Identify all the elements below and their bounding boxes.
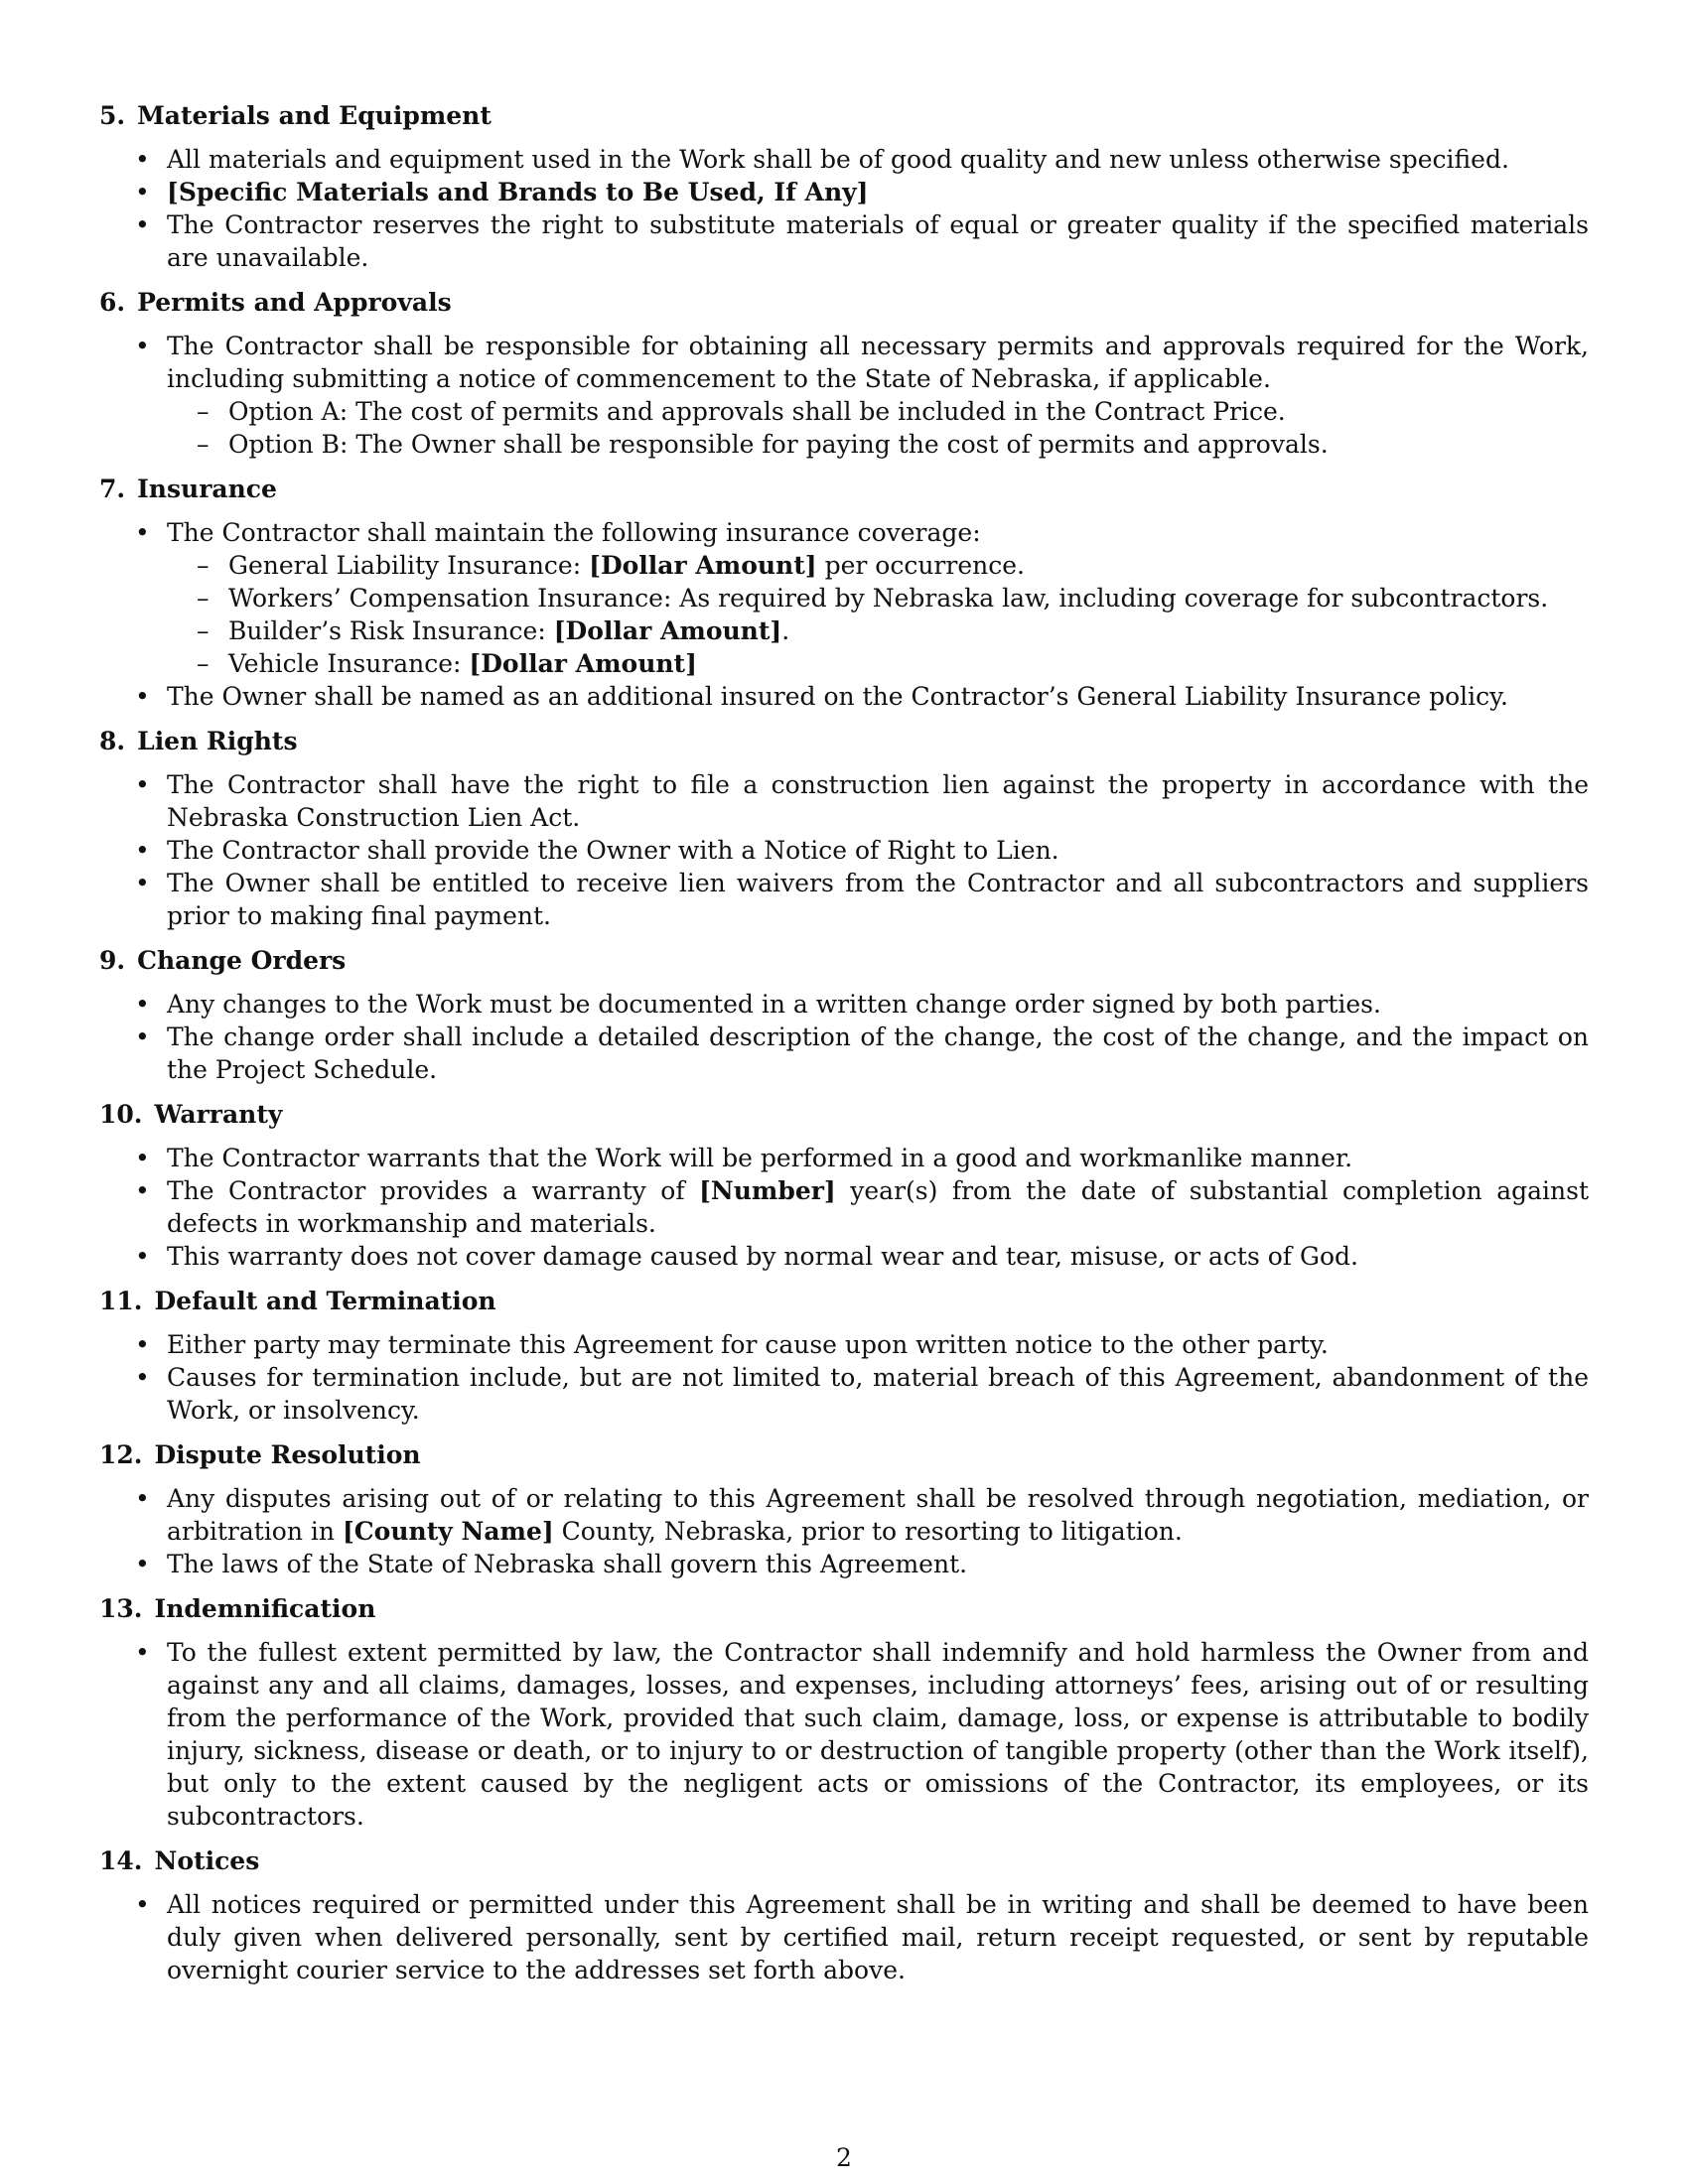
list-item xyxy=(99,176,1589,208)
coverage-label: General Liability Insurance: xyxy=(228,551,590,580)
section-heading xyxy=(99,473,1589,505)
list-item: • The Owner shall be entitled to receive lien waivers from the Contractor and all subcontractors and suppliers prior to making final payment. xyxy=(99,867,1589,932)
sub-list-item xyxy=(167,647,1589,680)
list-item: • Causes for termination include, but are not limited to, material breach of this Agreement, abandonment of the Work, or insolvency. xyxy=(99,1361,1589,1427)
bullet-list xyxy=(99,330,1589,461)
section-heading xyxy=(99,1438,1589,1471)
list-item: • All materials and equipment used in the Work shall be of good quality and new unless otherwise specified. xyxy=(99,143,1589,176)
section-insurance xyxy=(99,473,1589,713)
list-item: • This warranty does not cover damage caused by normal wear and tear, misuse, or acts of God. xyxy=(99,1240,1589,1273)
section-number: 14. xyxy=(99,1846,143,1875)
bullet-list xyxy=(99,516,1589,713)
placeholder-text: [Dollar Amount] xyxy=(469,649,697,678)
list-item xyxy=(99,1482,1589,1548)
section-indemnification xyxy=(99,1592,1589,1833)
section-title: Indemnification xyxy=(154,1594,376,1623)
section-heading xyxy=(99,1285,1589,1317)
list-item-text: County, Nebraska, prior to resorting to litigation. xyxy=(553,1517,1183,1546)
list-item: • All notices required or permitted under this Agreement shall be in writing and shall be deemed to have been duly given when delivered personally, sent by certified mail, return receipt requested, or sent by reputable overnight courier service to the addresses set forth above. xyxy=(99,1888,1589,1986)
section-title: Dispute Resolution xyxy=(154,1440,421,1469)
list-item: • Any changes to the Work must be documented in a written change order signed by both parties. xyxy=(99,988,1589,1021)
list-item: • The Contractor reserves the right to substitute materials of equal or greater quality if the specified materials are unavailable. xyxy=(99,208,1589,274)
section-title: Permits and Approvals xyxy=(137,288,452,317)
section-lien-rights xyxy=(99,725,1589,932)
section-heading xyxy=(99,1844,1589,1877)
list-item: • The Contractor shall provide the Owner with a Notice of Right to Lien. xyxy=(99,834,1589,867)
bullet-list xyxy=(99,988,1589,1086)
section-number: 9. xyxy=(99,946,126,975)
coverage-suffix: per occurrence. xyxy=(816,551,1025,580)
coverage-label: Vehicle Insurance: xyxy=(228,649,470,678)
sub-list-item: – Option B: The Owner shall be responsible for paying the cost of permits and approvals. xyxy=(167,428,1589,461)
section-heading xyxy=(99,944,1589,977)
section-number: 13. xyxy=(99,1594,143,1623)
section-materials-and-equipment xyxy=(99,99,1589,274)
section-dispute-resolution xyxy=(99,1438,1589,1580)
section-heading xyxy=(99,286,1589,319)
list-item-text: The Contractor shall maintain the following insurance coverage: xyxy=(167,518,981,547)
bullet-list xyxy=(99,1328,1589,1427)
section-number: 10. xyxy=(99,1100,143,1129)
list-item: • The Contractor warrants that the Work will be performed in a good and workmanlike manner. xyxy=(99,1142,1589,1174)
section-number: 11. xyxy=(99,1287,143,1315)
section-title: Warranty xyxy=(154,1100,283,1129)
placeholder-text: [Specific Materials and Brands to Be Used, If Any] xyxy=(167,178,869,206)
section-heading xyxy=(99,99,1589,132)
section-default-and-termination xyxy=(99,1285,1589,1427)
list-item-text: Any disputes arising out of or relating to this Agreement shall be resolved through negotiation, mediation, or arbitration in xyxy=(167,1484,1589,1546)
section-permits-and-approvals xyxy=(99,286,1589,461)
section-heading xyxy=(99,1098,1589,1131)
sub-list-item: – Option A: The cost of permits and approvals shall be included in the Contract Price. xyxy=(167,395,1589,428)
section-number: 8. xyxy=(99,727,126,755)
coverage-label: Builder’s Risk Insurance: xyxy=(228,616,554,645)
section-number: 12. xyxy=(99,1440,143,1469)
list-item xyxy=(99,1174,1589,1240)
list-item-text: The Contractor provides a warranty of xyxy=(167,1176,700,1205)
section-number: 7. xyxy=(99,475,126,503)
sub-list-item xyxy=(167,614,1589,647)
section-warranty xyxy=(99,1098,1589,1273)
list-item xyxy=(99,330,1589,461)
bullet-list xyxy=(99,143,1589,274)
section-heading xyxy=(99,1592,1589,1625)
sub-list-item: – Workers’ Compensation Insurance: As required by Nebraska law, including coverage for subcontractors. xyxy=(167,582,1589,614)
list-item-text: The Contractor shall be responsible for obtaining all necessary permits and approvals required for the Work, including submitting a notice of commencement to the State of Nebraska, if applicable. xyxy=(167,332,1589,393)
sub-list xyxy=(167,395,1589,461)
placeholder-text: [County Name] xyxy=(342,1517,554,1546)
list-item-text: year(s) from the date of substantial completion against defects in workmanship and materials. xyxy=(167,1176,1590,1238)
sub-list-item xyxy=(167,549,1589,582)
list-item: • To the fullest extent permitted by law, the Contractor shall indemnify and hold harmless the Owner from and against any and all claims, damages, losses, and expenses, including attorneys’ fees, arising out of or resulting from the performance of the Work, provided that such claim, damage, loss, or expense is attributable to bodily injury, sickness, disease or death, or to injury to or destruction of tangible property (other than the Work itself), but only to the extent caused by the negligent acts or omissions of the Contractor, its employees, or its subcontractors. xyxy=(99,1636,1589,1833)
section-notices xyxy=(99,1844,1589,1986)
section-title: Materials and Equipment xyxy=(137,101,492,130)
list-item: • The laws of the State of Nebraska shall govern this Agreement. xyxy=(99,1548,1589,1580)
bullet-list xyxy=(99,1482,1589,1580)
bullet-list xyxy=(99,1888,1589,1986)
section-title: Change Orders xyxy=(137,946,347,975)
bullet-list xyxy=(99,1636,1589,1833)
bullet-list xyxy=(99,1142,1589,1273)
list-item: • The Contractor shall have the right to file a construction lien against the property in accordance with the Nebraska Construction Lien Act. xyxy=(99,768,1589,834)
section-title: Notices xyxy=(154,1846,260,1875)
section-number: 5. xyxy=(99,101,126,130)
page-number: 2 xyxy=(836,2143,852,2172)
section-number: 6. xyxy=(99,288,126,317)
placeholder-text: [Dollar Amount] xyxy=(589,551,817,580)
section-heading xyxy=(99,725,1589,757)
section-title: Lien Rights xyxy=(137,727,298,755)
section-change-orders xyxy=(99,944,1589,1086)
list-item xyxy=(99,516,1589,680)
bullet-list xyxy=(99,768,1589,932)
placeholder-text: [Dollar Amount] xyxy=(553,616,782,645)
coverage-suffix: . xyxy=(781,616,790,645)
list-item: • Either party may terminate this Agreement for cause upon written notice to the other party. xyxy=(99,1328,1589,1361)
sub-list xyxy=(167,549,1589,680)
section-title: Default and Termination xyxy=(154,1287,496,1315)
list-item: • The change order shall include a detailed description of the change, the cost of the change, and the impact on the Project Schedule. xyxy=(99,1021,1589,1086)
document-body xyxy=(99,99,1589,1998)
section-title: Insurance xyxy=(137,475,277,503)
placeholder-text: [Number] xyxy=(699,1176,836,1205)
list-item: • The Owner shall be named as an additional insured on the Contractor’s General Liability Insurance policy. xyxy=(99,680,1589,713)
